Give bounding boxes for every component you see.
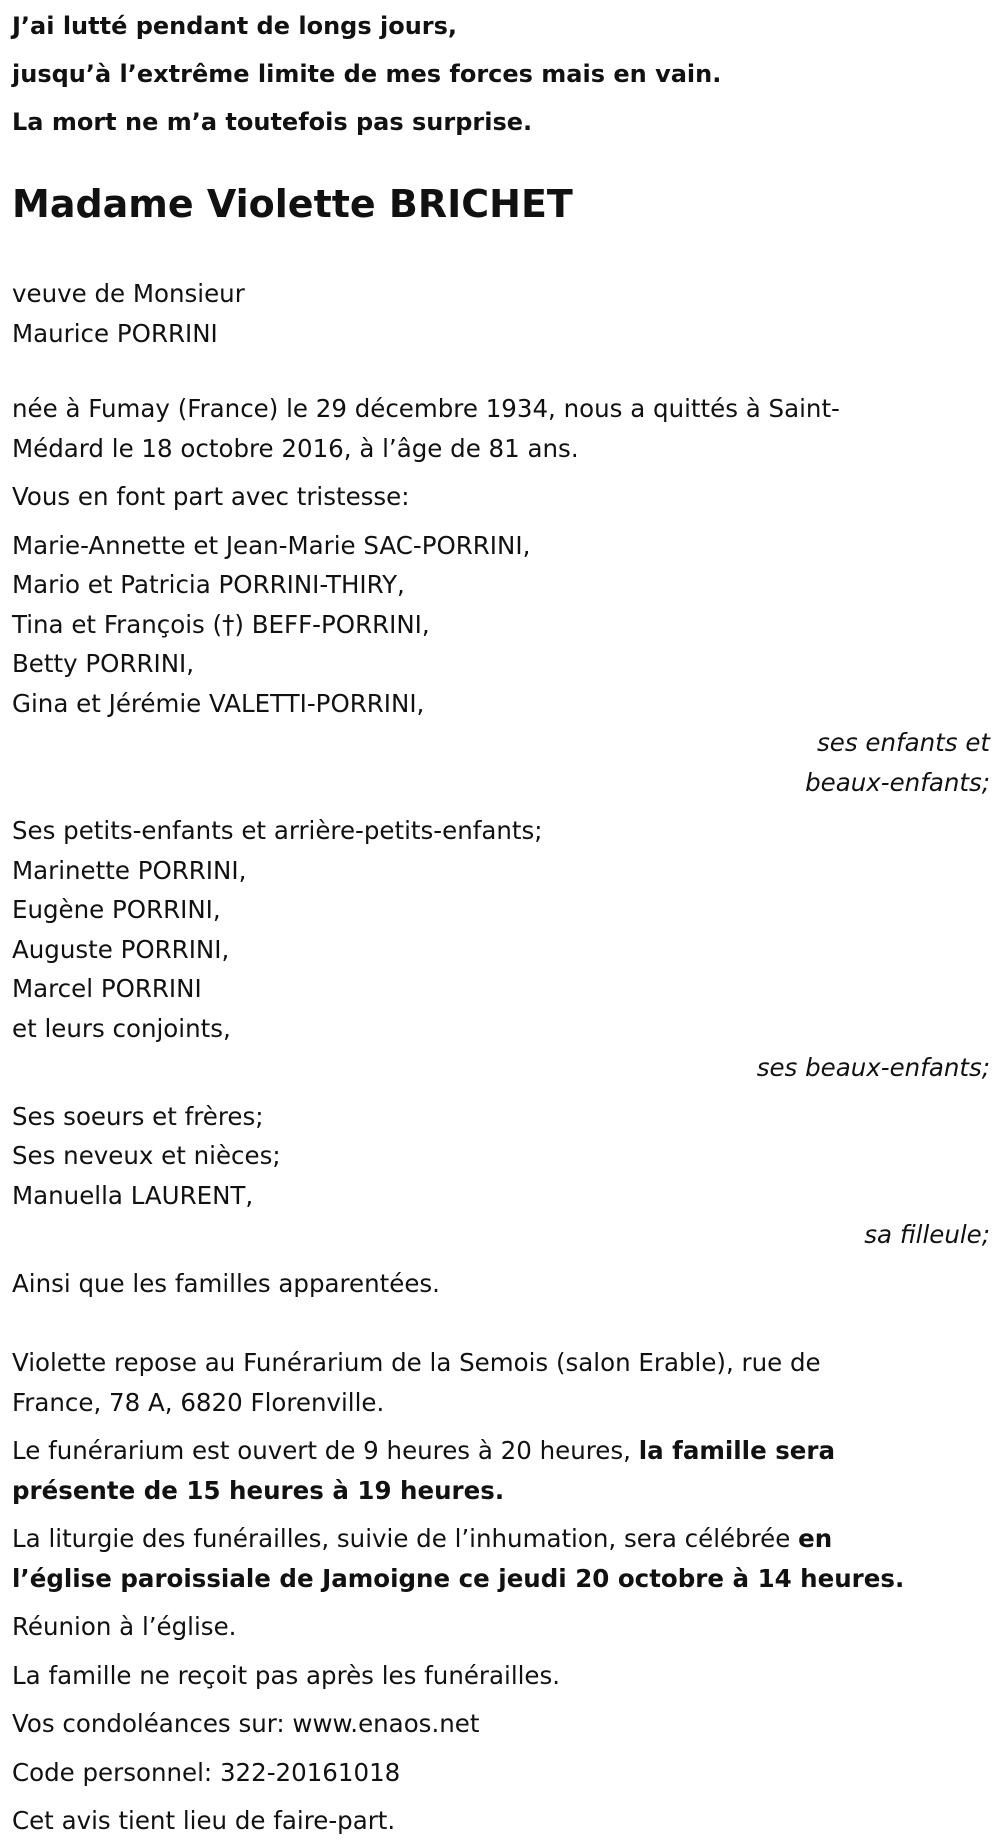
- repose-line: France, 78 A, 6820 Florenville.: [12, 1387, 385, 1417]
- family-presence: la famille sera: [638, 1436, 836, 1465]
- poem-line: La mort ne m’a toutefois pas surprise.: [12, 108, 533, 136]
- grandchild-line: Marcel PORRINI: [12, 974, 202, 1003]
- poem-block: [12, 2, 990, 146]
- grandchildren-role: ses beaux-enfants;: [756, 1053, 990, 1082]
- grandchild-line: Ses petits-enfants et arrière-petits-enfants;: [12, 816, 543, 845]
- deceased-name: Madame Violette BRICHET: [12, 182, 573, 226]
- children-role: beaux-enfants;: [805, 767, 990, 797]
- sibling-line: Ses neveux et nièces;: [12, 1141, 281, 1170]
- child-line: Tina et François (†) BEFF-PORRINI,: [12, 609, 430, 639]
- sibling-line: Ses soeurs et frères;: [12, 1101, 264, 1131]
- liturgy-text: La liturgie des funérailles, suivie de l’inhumation, sera célébrée: [12, 1524, 799, 1553]
- child-line: Betty PORRINI,: [12, 649, 195, 678]
- liturgy-block: [12, 1519, 990, 1598]
- repose-block: [12, 1343, 990, 1422]
- grandchild-line: Auguste PORRINI,: [12, 934, 230, 964]
- reception-text: La famille ne reçoit pas après les funérailles.: [12, 1660, 561, 1690]
- liturgy-line: [12, 1519, 990, 1559]
- grandchild-line: Marinette PORRINI,: [12, 855, 247, 885]
- announce-text: Vous en font part avec tristesse:: [12, 482, 410, 511]
- child-line: Gina et Jérémie VALETTI-PORRINI,: [12, 688, 425, 718]
- children-role: ses enfants et: [817, 728, 990, 757]
- meeting-text: Réunion à l’église.: [12, 1612, 237, 1641]
- obituary-notice: [12, 0, 990, 1841]
- relatives-text: Ainsi que les familles apparentées.: [12, 1268, 440, 1298]
- liturgy-place: en: [798, 1524, 833, 1553]
- child-line: Marie-Annette et Jean-Marie SAC-PORRINI,: [12, 530, 531, 560]
- siblings-block: [12, 1097, 990, 1255]
- funerarium-line: [12, 1431, 990, 1471]
- widow-block: [12, 274, 990, 353]
- child-line: Mario et Patricia PORRINI-THIRY,: [12, 570, 405, 599]
- personal-code-text: Code personnel: 322-20161018: [12, 1757, 401, 1787]
- repose-line: Violette repose au Funérarium de la Semois (salon Erable), rue de: [12, 1348, 821, 1377]
- funerarium-block: [12, 1431, 990, 1510]
- poem-line: J’ai lutté pendant de longs jours,: [12, 12, 458, 40]
- grandchild-line: Eugène PORRINI,: [12, 895, 221, 924]
- funerarium-hours: Le funérarium est ouvert de 9 heures à 20 heures,: [12, 1436, 639, 1465]
- notice-text: Cet avis tient lieu de faire-part.: [12, 1806, 396, 1835]
- widow-line: veuve de Monsieur: [12, 279, 245, 308]
- grandchild-line: et leurs conjoints,: [12, 1013, 231, 1043]
- birth-death-line: née à Fumay (France) le 29 décembre 1934, nous a quittés à Saint-: [12, 394, 840, 423]
- widow-line: Maurice PORRINI: [12, 318, 218, 348]
- birth-death-line: Médard le 18 octobre 2016, à l’âge de 81 ans.: [12, 433, 579, 463]
- sibling-line: Manuella LAURENT,: [12, 1180, 254, 1210]
- children-block: [12, 526, 990, 803]
- liturgy-place-line: l’église paroissiale de Jamoigne ce jeudi 20 octobre à 14 heures.: [12, 1563, 905, 1593]
- grandchildren-block: [12, 811, 990, 1088]
- poem-line: jusqu’à l’extrême limite de mes forces mais en vain.: [12, 60, 722, 88]
- birth-death-block: [12, 389, 990, 468]
- godchild-role: sa filleule;: [864, 1220, 990, 1249]
- condolences-text: Vos condoléances sur: www.enaos.net: [12, 1709, 480, 1738]
- family-presence-line: présente de 15 heures à 19 heures.: [12, 1475, 505, 1505]
